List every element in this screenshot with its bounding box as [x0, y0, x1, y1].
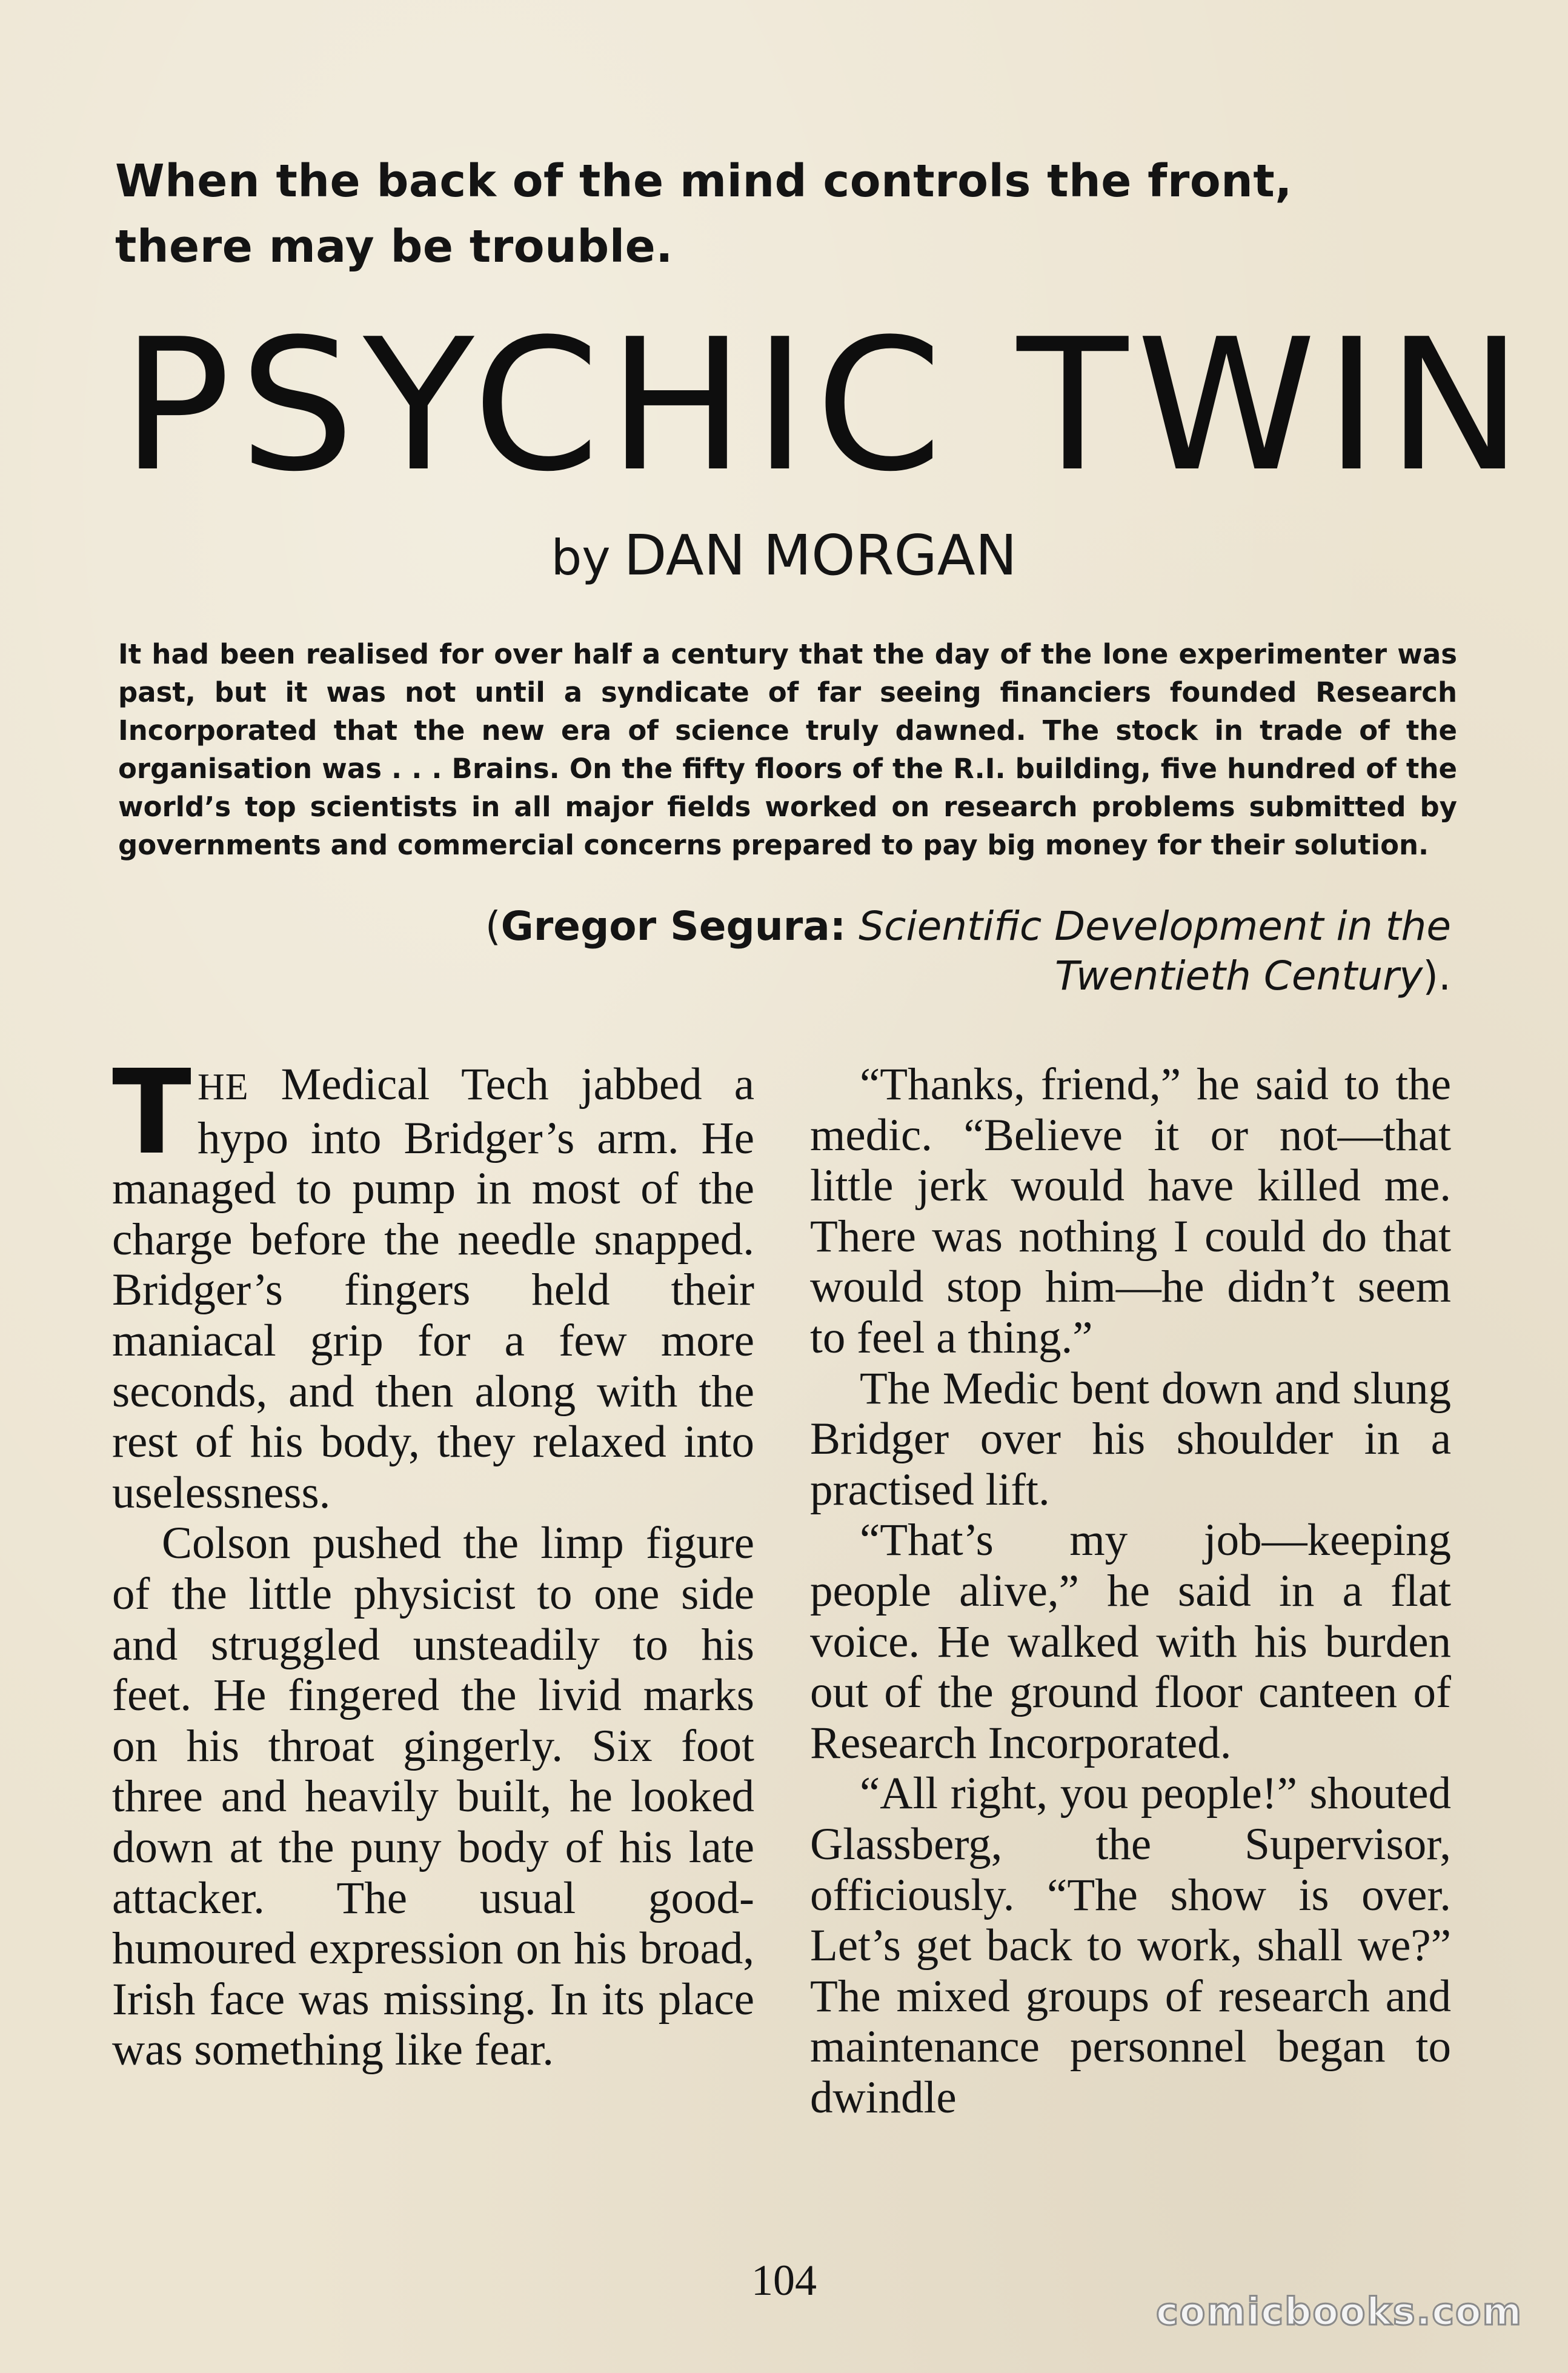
citation-work-line-1: Scientific Development in the: [859, 903, 1451, 950]
watermark: comicbooks.com: [1156, 2289, 1523, 2334]
story-title: PSYCHIC TWIN: [121, 300, 1532, 511]
story-paragraph: “That’s my job—keeping people alive,” he said in a flat voice. He walked with his burden out of the ground floor canteen of Research Incorporated.: [810, 1515, 1451, 1768]
tagline-line-2: there may be trouble.: [115, 221, 673, 273]
story-column-left: [112, 1045, 755, 2075]
story-paragraph: [112, 1045, 755, 1518]
first-word-rest: HE: [197, 1067, 249, 1108]
byline-prefix: by: [551, 530, 611, 586]
citation-author: Gregor Segura:: [500, 903, 846, 950]
citation-open: (: [485, 903, 501, 950]
epigraph-citation: [118, 902, 1451, 1001]
citation-work-line-2: Twentieth Century: [1054, 953, 1423, 999]
story-paragraph: Colson pushed the limp figure of the little physicist to one side and struggled unsteadily to his feet. He fingered the livid marks on his throat gingerly. Six foot three and heavily built, he looked down at the puny body of his late attacker. The usual good-humoured expression on his broad, Irish face was missing. In its place was something like fear.: [112, 1518, 754, 2075]
story-paragraph: “Thanks, friend,” he said to the medic. “Believe it or not—that little jerk would have killed me. There was nothing I could do that would stop him—he didn’t seem to feel a thing.”: [810, 1059, 1451, 1363]
intro-text: It had been realised for over half a century that the day of the lone experimenter was past, but it was not until a syndicate of far seeing financiers founded Research Incorporated that the new era of science truly dawned. The stock in trade of the organisation was . . . Brains. On the fifty floors of the R.I. building, five hundred of the world’s top scientists in all major fields worked on research problems submitted by governments and commercial concerns prepared to pay big money for their solution.: [118, 638, 1457, 861]
story-paragraph: The Medic bent down and slung Bridger over his shoulder in a practised lift.: [810, 1363, 1451, 1515]
story-tagline: [115, 148, 1387, 279]
story-paragraph: “All right, you people!” shouted Glassberg, the Supervisor, officiously. “The show is over. Let’s get back to work, shall we?” The mixed groups of research and maintenance personnel began to dwindle: [810, 1768, 1451, 2123]
page-number: 104: [751, 2256, 817, 2305]
story-column-right: [810, 1059, 1451, 2123]
citation-close: ).: [1423, 953, 1451, 999]
tagline-line-1: When the back of the mind controls the front,: [115, 155, 1292, 207]
intro-epigraph: [118, 635, 1457, 864]
story-paragraph-text: Medical Tech jabbed a hypo into Bridger’s arm. He managed to pump in most of the charge before the needle snapped. Bridger’s fingers held their maniacal grip for a few more seconds, and then along with the rest of his body, they relaxed into uselessness.: [112, 1059, 755, 1518]
drop-cap: T: [112, 1045, 191, 1180]
author-name: DAN MORGAN: [623, 523, 1017, 588]
byline: [0, 522, 1568, 591]
